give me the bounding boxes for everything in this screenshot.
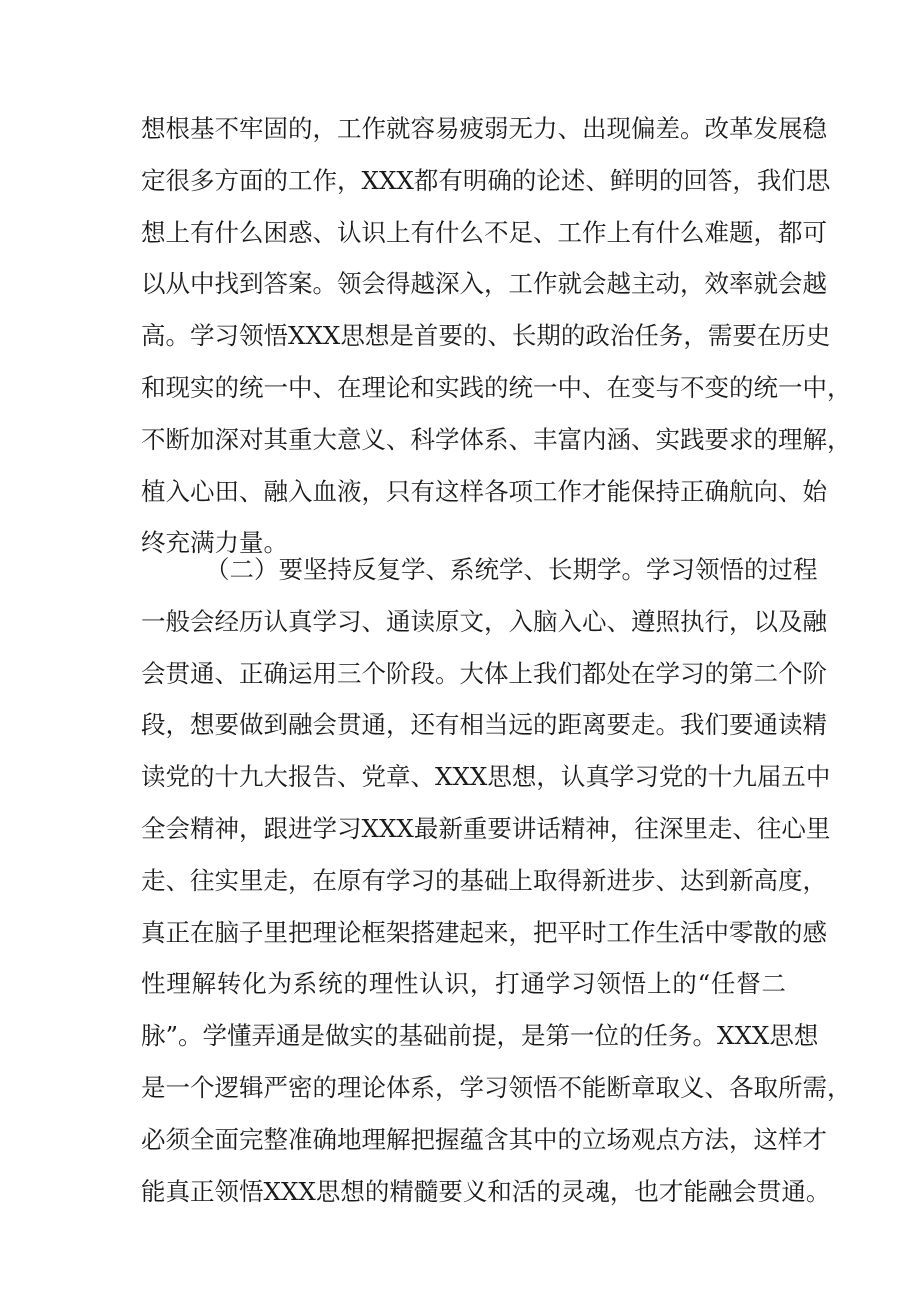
paragraph-line: 想根基不牢固的，工作就容易疲弱无力、出现偏差。改革发展稳 xyxy=(141,114,827,143)
paragraph-line: 是一个逻辑严密的理论体系，学习领悟不能断章取义、各取所需， xyxy=(141,1072,852,1102)
paragraph-2 xyxy=(141,544,852,1217)
paragraph-line: 段，想要做到融会贯通，还有相当远的距离要走。我们要通读精 xyxy=(141,710,827,740)
paragraph-line: 真正在脑子里把理论框架搭建起来，把平时工作生活中零散的感 xyxy=(141,917,827,947)
paragraph-line: 定很多方面的工作，XXX都有明确的论述、鲜明的回答，我们思 xyxy=(141,165,831,195)
paragraph-line: 能真正领悟XXX思想的精髓要义和活的灵魂，也才能融会贯通。 xyxy=(141,1176,831,1206)
paragraph-line: 性理解转化为系统的理性认识，打通学习领悟上的“任督二 xyxy=(141,969,786,999)
paragraph-line: 必须全面完整准确地理解把握蕴含其中的立场观点方法，这样才 xyxy=(141,1124,827,1154)
paragraph-line: 植入心田、融入血液，只有这样各项工作才能保持正确航向、始 xyxy=(141,476,827,506)
paragraph-line: 全会精神，跟进学习XXX最新重要讲话精神，往深里走、往心里 xyxy=(141,813,831,843)
paragraph-line: 会贯通、正确运用三个阶段。大体上我们都处在学习的第二个阶 xyxy=(141,658,827,688)
paragraph-1 xyxy=(141,103,852,569)
paragraph-line: 一般会经历认真学习、通读原文，入脑入心、遵照执行，以及融 xyxy=(141,606,827,636)
paragraph-line: 以从中找到答案。领会得越深入，工作就会越主动，效率就会越 xyxy=(141,269,827,299)
section-heading-line: （二）要坚持反复学、系统学、长期学。学习领悟的过程 xyxy=(205,555,818,584)
paragraph-line: 脉”。学懂弄通是做实的基础前提，是第一位的任务。XXX思想 xyxy=(141,1021,819,1051)
paragraph-line: 终充满力量。 xyxy=(141,528,288,558)
paragraph-line: 高。学习领悟XXX思想是首要的、长期的政治任务，需要在历史 xyxy=(141,321,831,351)
paragraph-line: 不断加深对其重大意义、科学体系、丰富内涵、实践要求的理解， xyxy=(141,424,852,454)
paragraph-line: 想上有什么困惑、认识上有什么不足、工作上有什么难题，都可 xyxy=(141,217,827,247)
paragraph-line: 走、往实里走，在原有学习的基础上取得新进步、达到新高度， xyxy=(141,865,827,895)
paragraph-line: 和现实的统一中、在理论和实践的统一中、在变与不变的统一中， xyxy=(141,372,852,402)
paragraph-line: 读党的十九大报告、党章、XXX思想，认真学习党的十九届五中 xyxy=(141,762,831,792)
